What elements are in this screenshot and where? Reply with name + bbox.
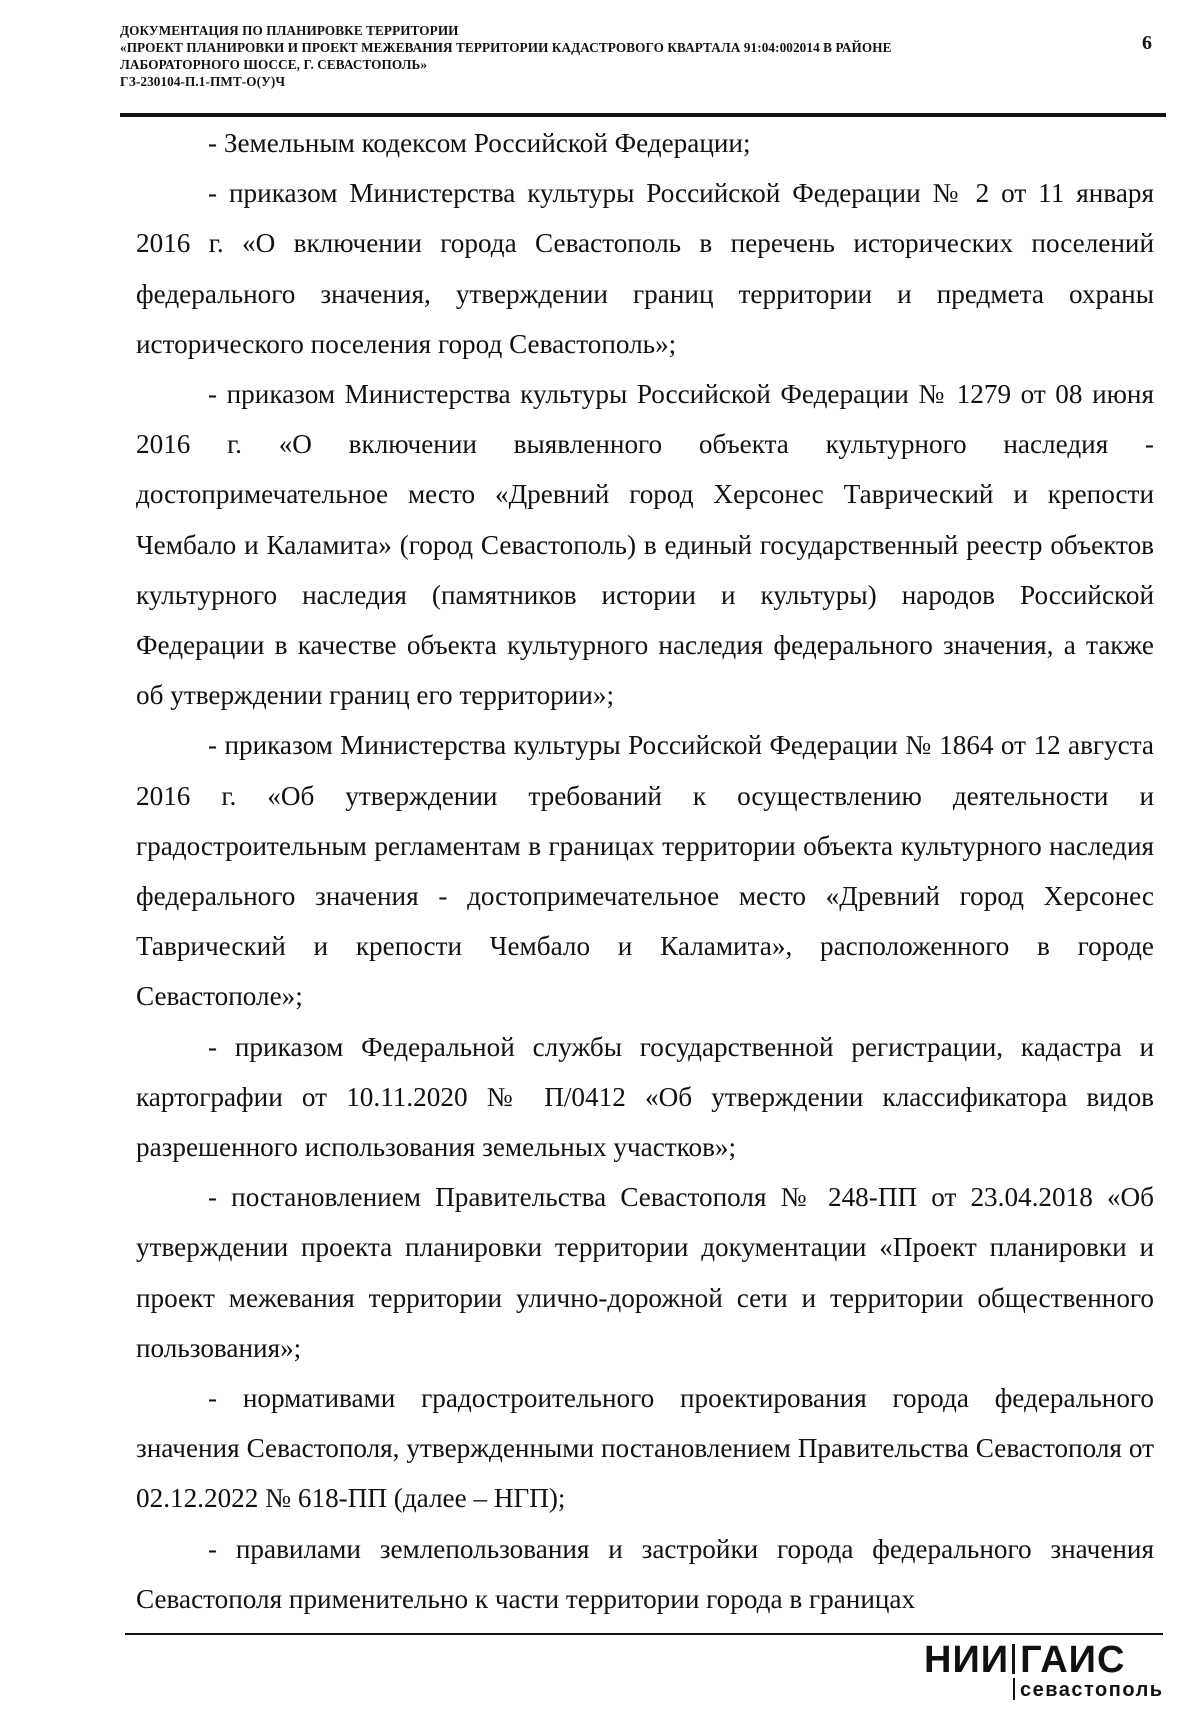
paragraph-2: - приказом Министерства культуры Российской Федерации № 2 от 11 января 2016 г. «О включении города Севастополь в перечень исторических поселений федерального значения, утверждении границ территории и предмета охраны исторического поселения город Севастополь»; [136, 178, 1154, 359]
header-line-2: «ПРОЕКТ ПЛАНИРОВКИ И ПРОЕКТ МЕЖЕВАНИЯ ТЕРРИТОРИИ КАДАСТРОВОГО КВАРТАЛА 91:04:002014 В РАЙОНЕ [120, 40, 892, 55]
logo-sub-divider [1013, 1678, 1015, 1700]
paragraph-7: - нормативами градостроительного проектирования города федерального значения Севастополя, утвержденными постановлением Правительства Севастополя от 02.12.2022 № 618-ПП (далее – НГП); [136, 1383, 1154, 1514]
document-body [136, 118, 1154, 1624]
document-header [120, 22, 1100, 90]
header-line-1: ДОКУМЕНТАЦИЯ ПО ПЛАНИРОВКЕ ТЕРРИТОРИИ [120, 23, 459, 38]
footer-divider [125, 1633, 1163, 1635]
paragraph-6: - постановлением Правительства Севастополя № 248-ПП от 23.04.2018 «Об утверждении проекта планировки территории документации «Проект планировки и проект межевания территории улично-дорожной сети и территории общественного пользования»; [136, 1182, 1154, 1363]
nii-gais-logo [924, 1640, 1164, 1710]
paragraph-1: - Земельным кодексом Российской Федерации; [208, 128, 751, 158]
logo-left-text: НИИ [924, 1639, 1010, 1681]
paragraph-5: - приказом Федеральной службы государственной регистрации, кадастра и картографии от 10.11.2020 № П/0412 «Об утверждении классификатора видов разрешенного использования земельных участков»; [136, 1031, 1154, 1163]
header-line-4: ГЗ-230104-П.1-ПМТ-О(У)Ч [120, 74, 286, 89]
logo-right-text: ГАИС [1020, 1639, 1126, 1681]
header-divider [120, 113, 1166, 117]
logo-separator [1012, 1644, 1015, 1674]
header-line-3: ЛАБОРАТОРНОГО ШОССЕ, Г. СЕВАСТОПОЛЬ» [120, 57, 428, 72]
paragraph-4: - приказом Министерства культуры Российской Федерации № 1864 от 12 августа 2016 г. «Об утверждении требований к осуществлению деятельности и градостроительным регламентам в границах территории объекта культурного наследия федерального значения - достопримечательное место «Древний город Херсонес Таврический и крепости Чембало и Каламита», расположенного в городе Севастополе»; [136, 730, 1154, 1012]
page-number: 6 [1142, 32, 1152, 54]
logo-subtitle: севастополь [1020, 1679, 1164, 1701]
paragraph-8: - правилами землепользования и застройки города федерального значения Севастополя применительно к части территории города в границах [136, 1533, 1154, 1614]
logo-wordmark [924, 1640, 1125, 1680]
paragraph-3: - приказом Министерства культуры Российской Федерации № 1279 от 08 июня 2016 г. «О включении выявленного объекта культурного наследия - достопримечательное место «Древний город Херсонес Таврический и крепости Чембало и Каламита» (город Севастополь) в единый государственный реестр объектов культурного наследия (памятников истории и культуры) народов Российской Федерации в качестве объекта культурного наследия федерального значения, а также об утверждении границ его территории»; [136, 379, 1154, 711]
